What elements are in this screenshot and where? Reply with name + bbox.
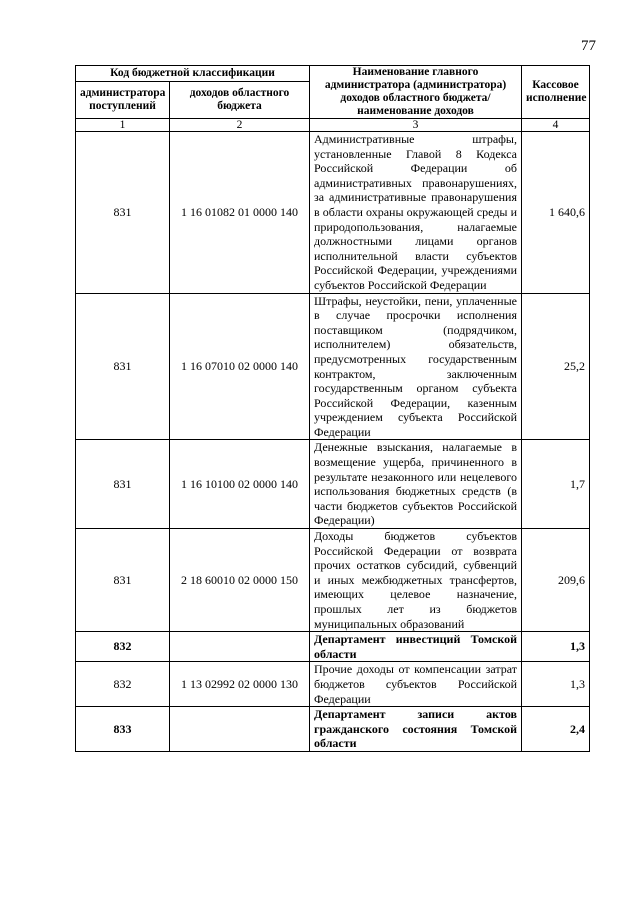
department-name-cell: Департамент инвестиций Томской области [310,632,522,662]
administrator-code-cell: 831 [76,529,170,632]
department-name-cell: Департамент записи актов гражданского состояния Томской области [310,707,522,752]
revenue-code-cell: 1 16 01082 01 0000 140 [170,132,310,294]
column-number: 2 [170,119,310,132]
table-row [76,132,590,294]
cash-execution-cell: 1,7 [522,440,590,529]
revenue-name-cell: Административные штрафы, установленные Главой 8 Кодекса Российской Федерации об административных правонарушениях, за административные правонарушения в области охраны окружающей среды и природопользования, налагаемые должностными лицами органов исполнительной власти субъектов Российской Федерации, учреждениями субъектов Российской Федерации [310,132,522,294]
department-row [76,632,590,662]
administrator-code-cell: 831 [76,132,170,294]
revenue-code-cell: 1 16 07010 02 0000 140 [170,293,310,440]
revenue-name-cell: Прочие доходы от компенсации затрат бюджетов субъектов Российской Федерации [310,662,522,707]
budget-revenue-table [75,65,590,752]
page-number: 77 [581,38,596,54]
table-row [76,293,590,440]
cash-execution-cell: 1,3 [522,662,590,707]
revenue-code-cell: 1 16 10100 02 0000 140 [170,440,310,529]
column-number: 4 [522,119,590,132]
department-row [76,707,590,752]
administrator-code-cell: 831 [76,293,170,440]
administrator-code-cell: 832 [76,662,170,707]
table-row [76,440,590,529]
column-number: 1 [76,119,170,132]
table-row [76,662,590,707]
revenue-code-cell: 1 13 02992 02 0000 130 [170,662,310,707]
administrator-code-cell: 832 [76,632,170,662]
revenue-name-cell: Денежные взыскания, налагаемые в возмещение ущерба, причиненного в результате незаконного или нецелевого использования бюджетных средств (в части бюджетов субъектов Российской Федерации) [310,440,522,529]
table-row [76,529,590,632]
administrator-code-cell: 833 [76,707,170,752]
administrator-code-cell: 831 [76,440,170,529]
cash-execution-cell: 209,6 [522,529,590,632]
cash-execution-cell: 1 640,6 [522,132,590,294]
revenue-code-cell [170,632,310,662]
column-number: 3 [310,119,522,132]
header-name-column: Наименование главного администратора (администратора) доходов областного бюджета/ наименование доходов [310,66,522,119]
cash-execution-cell: 2,4 [522,707,590,752]
revenue-name-cell: Доходы бюджетов субъектов Российской Федерации от возврата прочих остатков субсидий, субвенций и иных межбюджетных трансфертов, имеющих целевое назначение, прошлых лет из бюджетов муниципальных образований [310,529,522,632]
header-revenue-code-column: доходов областного бюджета [170,81,310,118]
header-budget-classification-code: Код бюджетной классификации [76,66,310,82]
cash-execution-cell: 1,3 [522,632,590,662]
revenue-name-cell: Штрафы, неустойки, пени, уплаченные в случае просрочки исполнения поставщиком (подрядчиком, исполнителем) обязательств, предусмотренных государственным контрактом, заключенным государственным органом субъекта Российской Федерации, казенным учреждением субъекта Российской Федерации [310,293,522,440]
revenue-code-cell [170,707,310,752]
header-cash-execution-column: Кассовое исполнение [522,66,590,119]
header-administrator-column: администратора поступлений [76,81,170,118]
revenue-code-cell: 2 18 60010 02 0000 150 [170,529,310,632]
cash-execution-cell: 25,2 [522,293,590,440]
